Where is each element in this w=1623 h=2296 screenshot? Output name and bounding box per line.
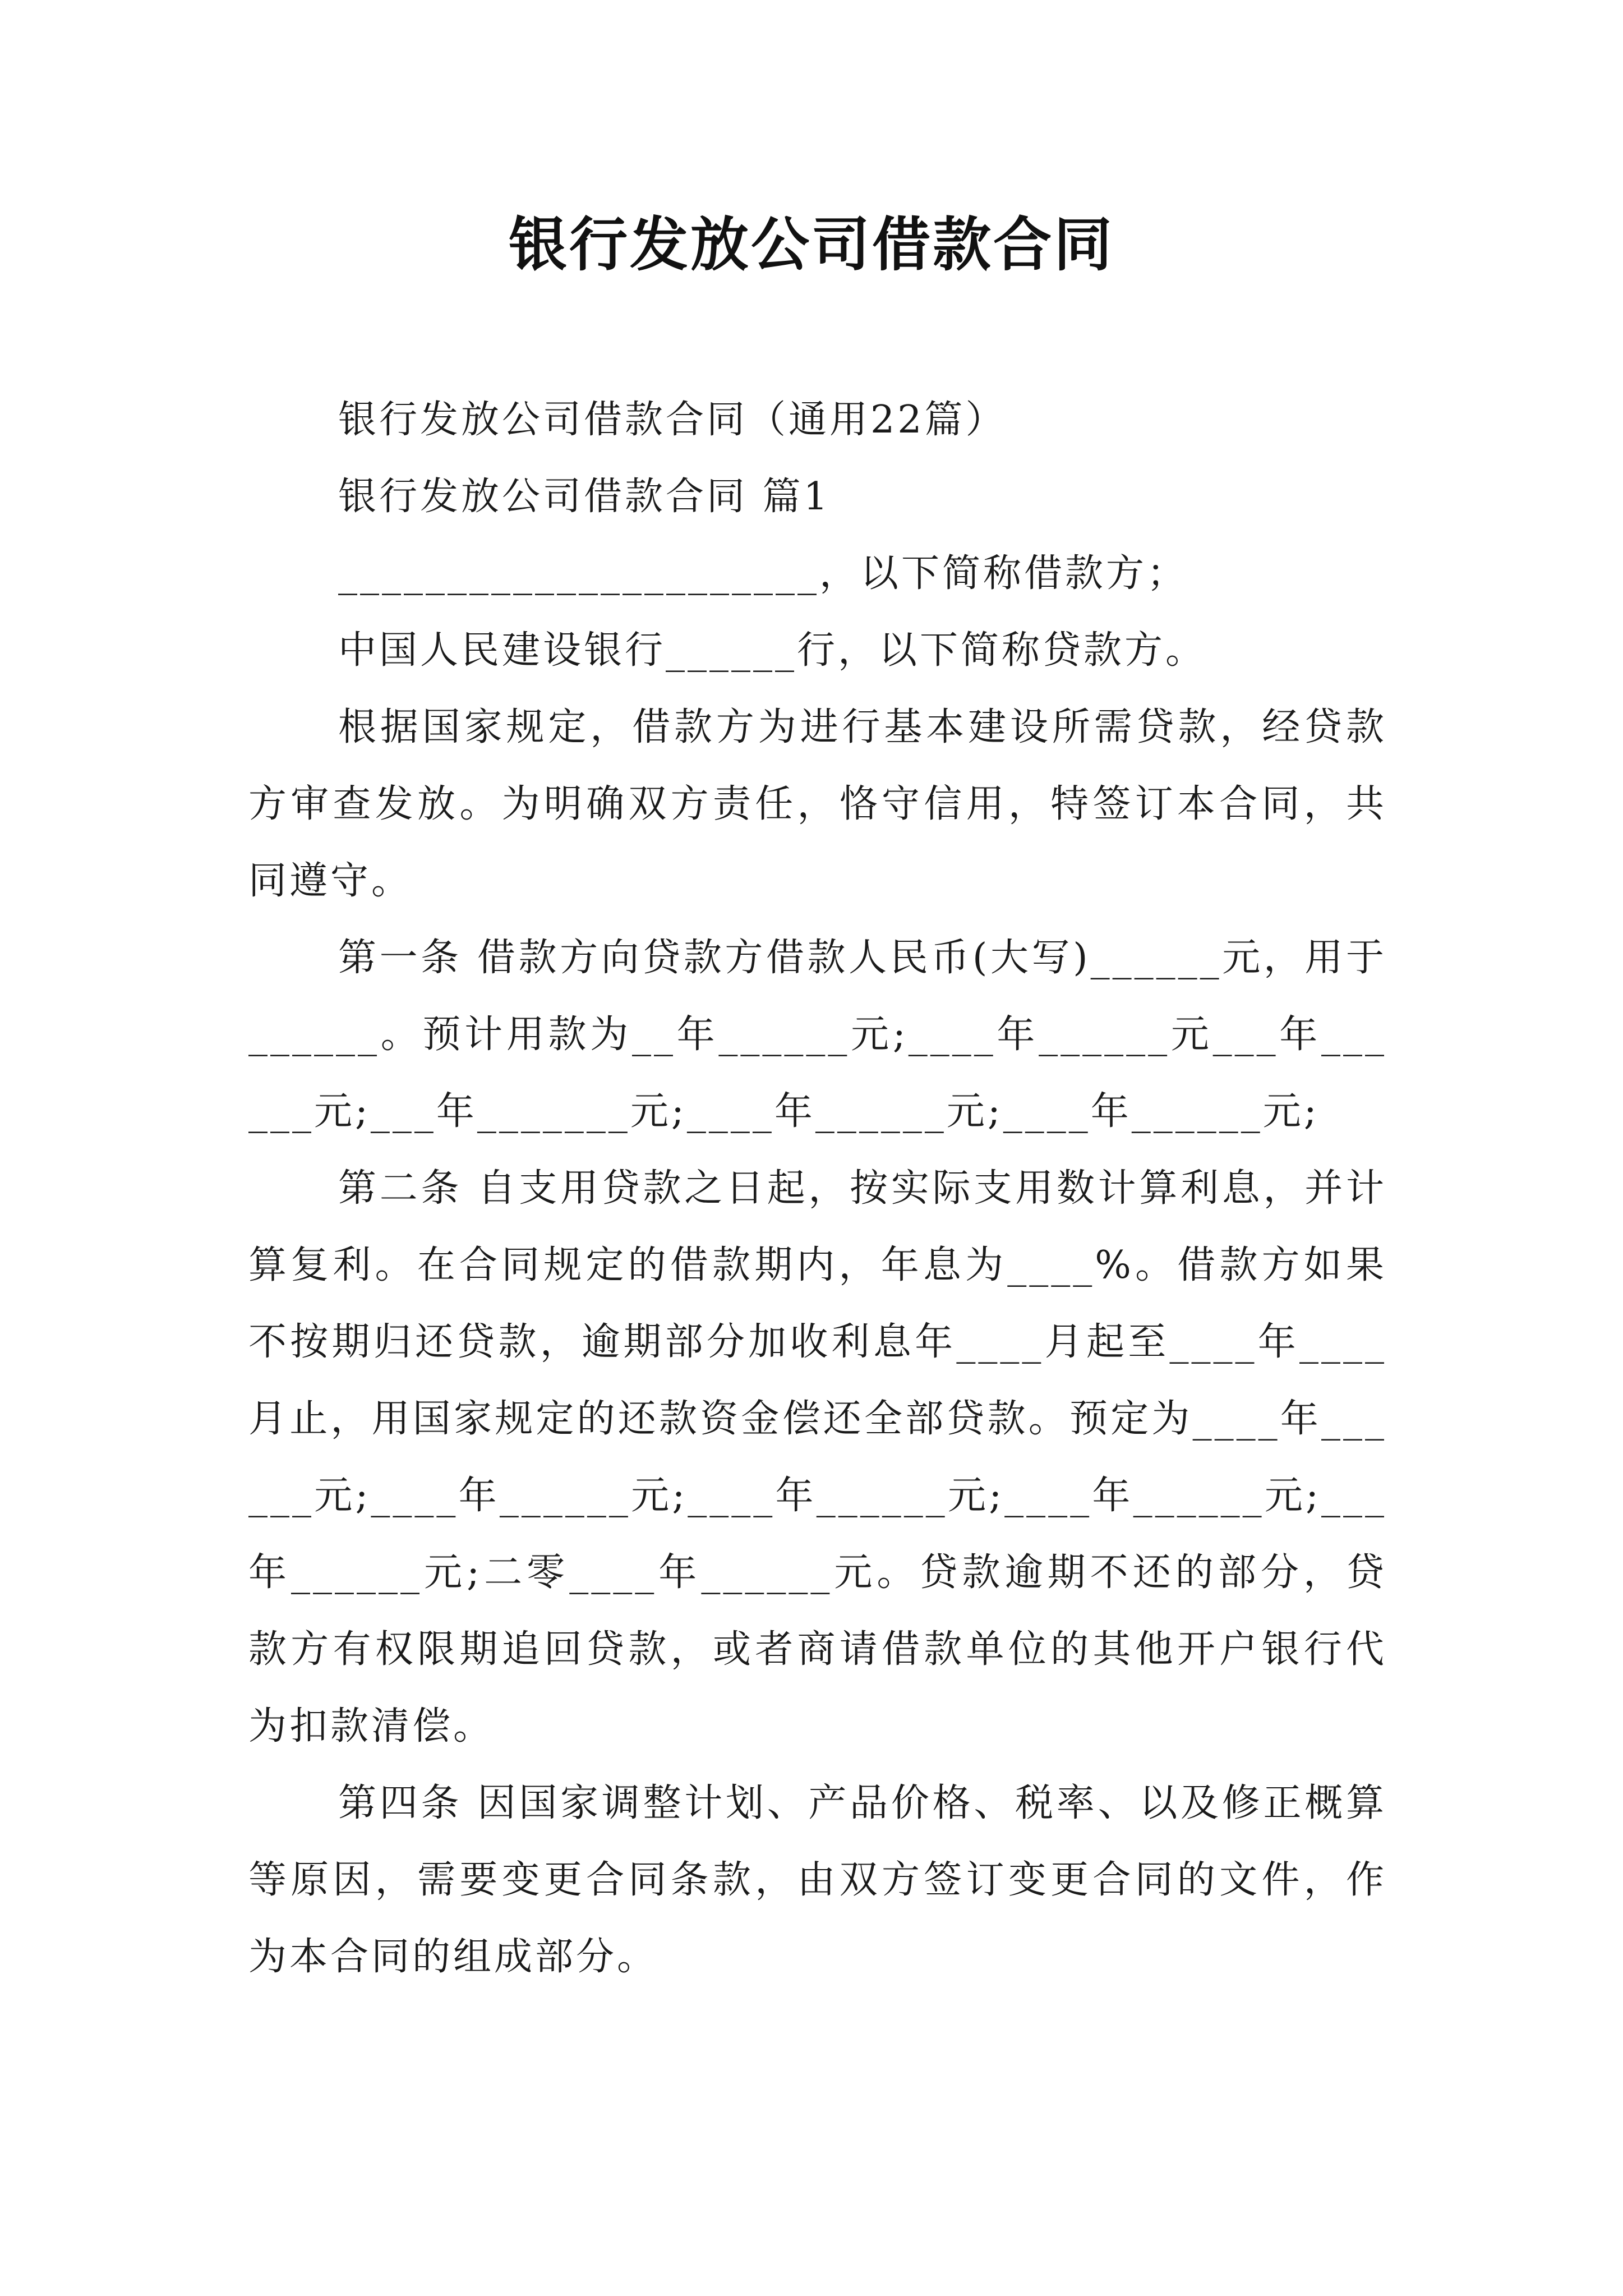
section-heading: 银行发放公司借款合同 篇1 [338, 475, 831, 519]
article-1-paragraph: 第一条 借款方向贷款方借款人民币(大写)______元，用于______。预计用款为__年______元;____年______元___年______元;___年_______元;____年______元;____年______元; [248, 936, 1387, 1134]
lender-line: 中国人民建设银行______行，以下简称贷款方。 [338, 628, 1207, 673]
article-4-paragraph: 第四条 因国家调整计划、产品价格、税率、以及修正概算等原因，需要变更合同条款，由双方签订变更合同的文件，作为本合同的组成部分。 [248, 1781, 1387, 1979]
document-title: 银行发放公司借款合同 [508, 210, 1114, 279]
document-body [248, 381, 1387, 1995]
borrower-line: ______________________，以下简称借款方； [338, 551, 1188, 596]
preamble-paragraph: 根据国家规定，借款方为进行基本建设所需贷款，经贷款方审查发放。为明确双方责任，恪守信用，特签订本合同，共同遵守。 [248, 705, 1387, 903]
article-2-paragraph: 第二条 自支用贷款之日起，按实际支用数计算利息，并计算复利。在合同规定的借款期内，年息为____%。借款方如果不按期归还贷款，逾期部分加收利息年____月起至____年____月止，用国家规定的还款资金偿还全部贷款。预定为____年______元;____年______元;____年______元;____年______元;___年______元;二零____年______元。贷款逾期不还的部分，贷款方有权限期追回贷款，或者商请借款单位的其他开户银行代为扣款清偿。 [248, 1166, 1387, 1749]
subtitle-paragraph: 银行发放公司借款合同（通用22篇） [338, 398, 1007, 442]
